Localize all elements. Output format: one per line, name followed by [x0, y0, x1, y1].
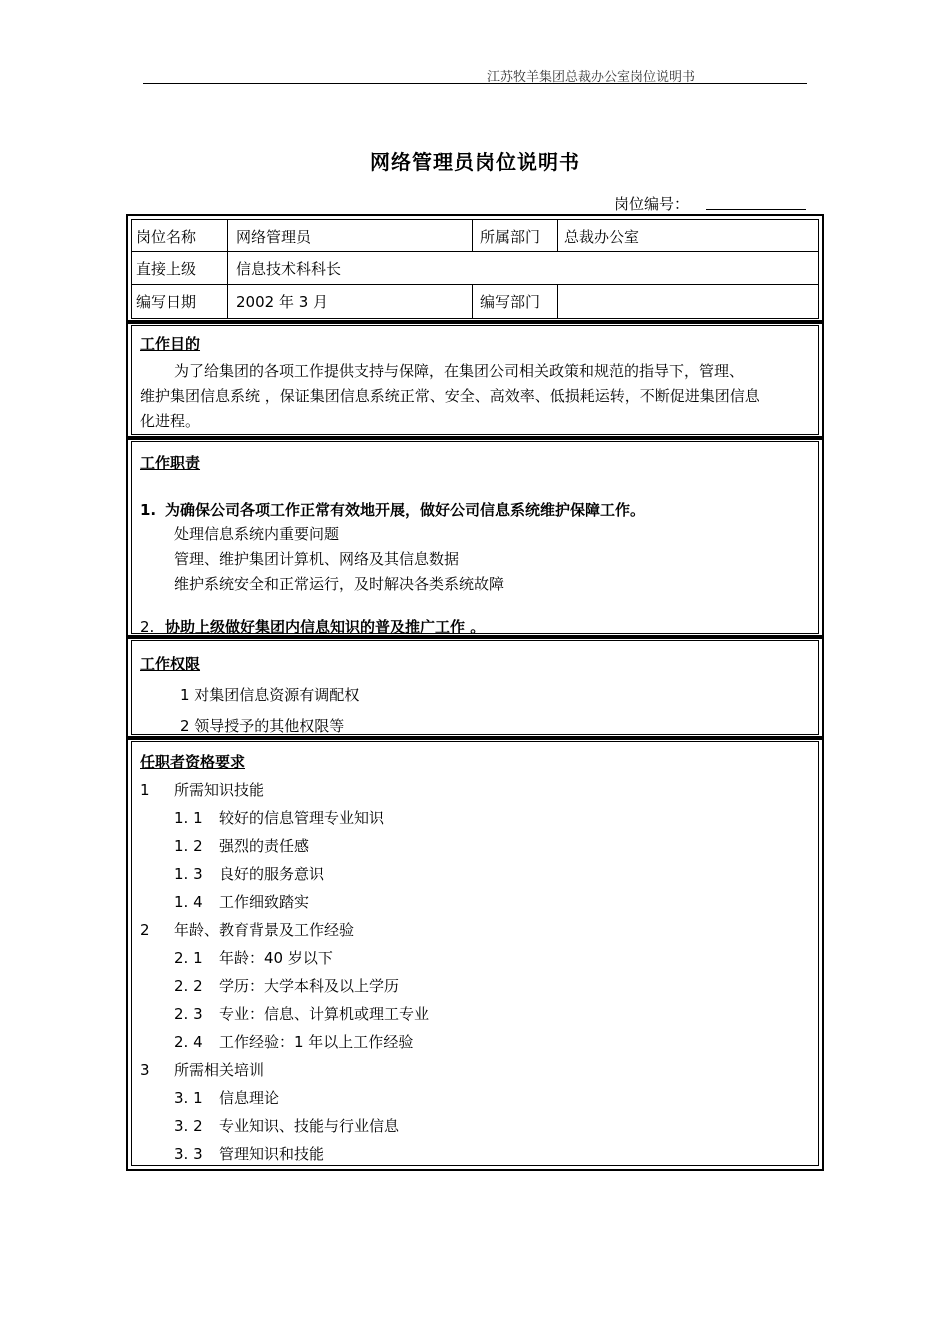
purpose-line: 化进程。	[140, 412, 201, 430]
col-divider	[557, 284, 558, 318]
label-post-name: 岗位名称	[136, 228, 197, 246]
qualifications-title: 任职者资格要求	[140, 753, 246, 771]
row-divider	[132, 251, 818, 252]
group-number: 3	[140, 1061, 150, 1079]
item-number: 3. 1	[174, 1089, 203, 1107]
duty-item-text: 协助上级做好集团内信息知识的普及推广工作 。	[165, 618, 486, 636]
post-number-label: 岗位编号：	[614, 195, 690, 213]
duties-section	[126, 436, 824, 639]
authority-item: 2 领导授予的其他权限等	[180, 717, 345, 735]
page-title: 网络管理员岗位说明书	[370, 150, 580, 174]
item-text: 专业知识、技能与行业信息	[219, 1117, 400, 1135]
col-divider	[472, 220, 473, 251]
authority-item: 1 对集团信息资源有调配权	[180, 686, 360, 704]
authority-title: 工作权限	[140, 655, 201, 673]
group-label: 所需知识技能	[174, 781, 265, 799]
group-number: 1	[140, 781, 150, 799]
item-number: 3. 3	[174, 1145, 203, 1163]
item-number: 2. 2	[174, 977, 203, 995]
header-text: 江苏牧羊集团总裁办公室岗位说明书	[486, 70, 695, 85]
col-divider	[227, 220, 228, 318]
duty-sub-item: 维护系统安全和正常运行，及时解决各类系统故障	[174, 575, 505, 593]
value-supervisor: 信息技术科科长	[236, 260, 342, 278]
item-number: 1. 4	[174, 893, 203, 911]
item-number: 2. 3	[174, 1005, 203, 1023]
item-text: 专业：信息、计算机或理工专业	[219, 1005, 430, 1023]
item-text: 工作经验：1 年以上工作经验	[219, 1033, 414, 1051]
label-written-date: 编写日期	[136, 293, 197, 311]
duty-item-number: 2.	[140, 618, 155, 636]
item-number: 3. 2	[174, 1117, 203, 1135]
group-number: 2	[140, 921, 150, 939]
item-text: 管理知识和技能	[219, 1145, 325, 1163]
header-rule	[143, 83, 807, 84]
qualifications-section	[126, 736, 824, 1171]
item-text: 较好的信息管理专业知识	[219, 809, 385, 827]
duty-sub-item: 处理信息系统内重要问题	[174, 525, 340, 543]
item-text: 良好的服务意识	[219, 865, 325, 883]
value-post-name: 网络管理员	[236, 228, 312, 246]
value-written-date: 2002 年 3 月	[236, 293, 329, 311]
item-text: 信息理论	[219, 1089, 280, 1107]
purpose-line: 维护集团信息系统 ，保证集团信息系统正常、安全、高效率、低损耗运转，不断促进集团信息	[140, 387, 760, 405]
purpose-section	[126, 320, 824, 440]
purpose-line: 为了给集团的各项工作提供支持与保障，在集团公司相关政策和规范的指导下，管理、	[174, 362, 745, 380]
duty-item-text: 为确保公司各项工作正常有效地开展，做好公司信息系统维护保障工作。	[165, 501, 646, 519]
group-label: 年龄、教育背景及工作经验	[174, 921, 355, 939]
group-label: 所需相关培训	[174, 1061, 265, 1079]
authority-section	[126, 635, 824, 740]
col-divider	[557, 220, 558, 251]
row-divider	[132, 284, 818, 285]
item-text: 学历：大学本科及以上学历	[219, 977, 400, 995]
item-text: 年龄：40 岁以下	[219, 949, 333, 967]
label-department: 所属部门	[480, 228, 541, 246]
post-number-field	[706, 209, 806, 210]
item-number: 2. 4	[174, 1033, 203, 1051]
item-number: 1. 3	[174, 865, 203, 883]
item-text: 强烈的责任感	[219, 837, 310, 855]
item-number: 1. 2	[174, 837, 203, 855]
item-number: 2. 1	[174, 949, 203, 967]
duty-item-number: 1.	[140, 501, 157, 519]
label-written-dept: 编写部门	[480, 293, 541, 311]
purpose-title: 工作目的	[140, 335, 201, 353]
item-number: 1. 1	[174, 809, 203, 827]
info-table	[126, 214, 824, 324]
label-supervisor: 直接上级	[136, 260, 197, 278]
duty-sub-item: 管理、维护集团计算机、网络及其信息数据	[174, 550, 460, 568]
col-divider	[472, 284, 473, 318]
duties-title: 工作职责	[140, 454, 201, 472]
item-text: 工作细致踏实	[219, 893, 310, 911]
value-department: 总裁办公室	[564, 228, 640, 246]
